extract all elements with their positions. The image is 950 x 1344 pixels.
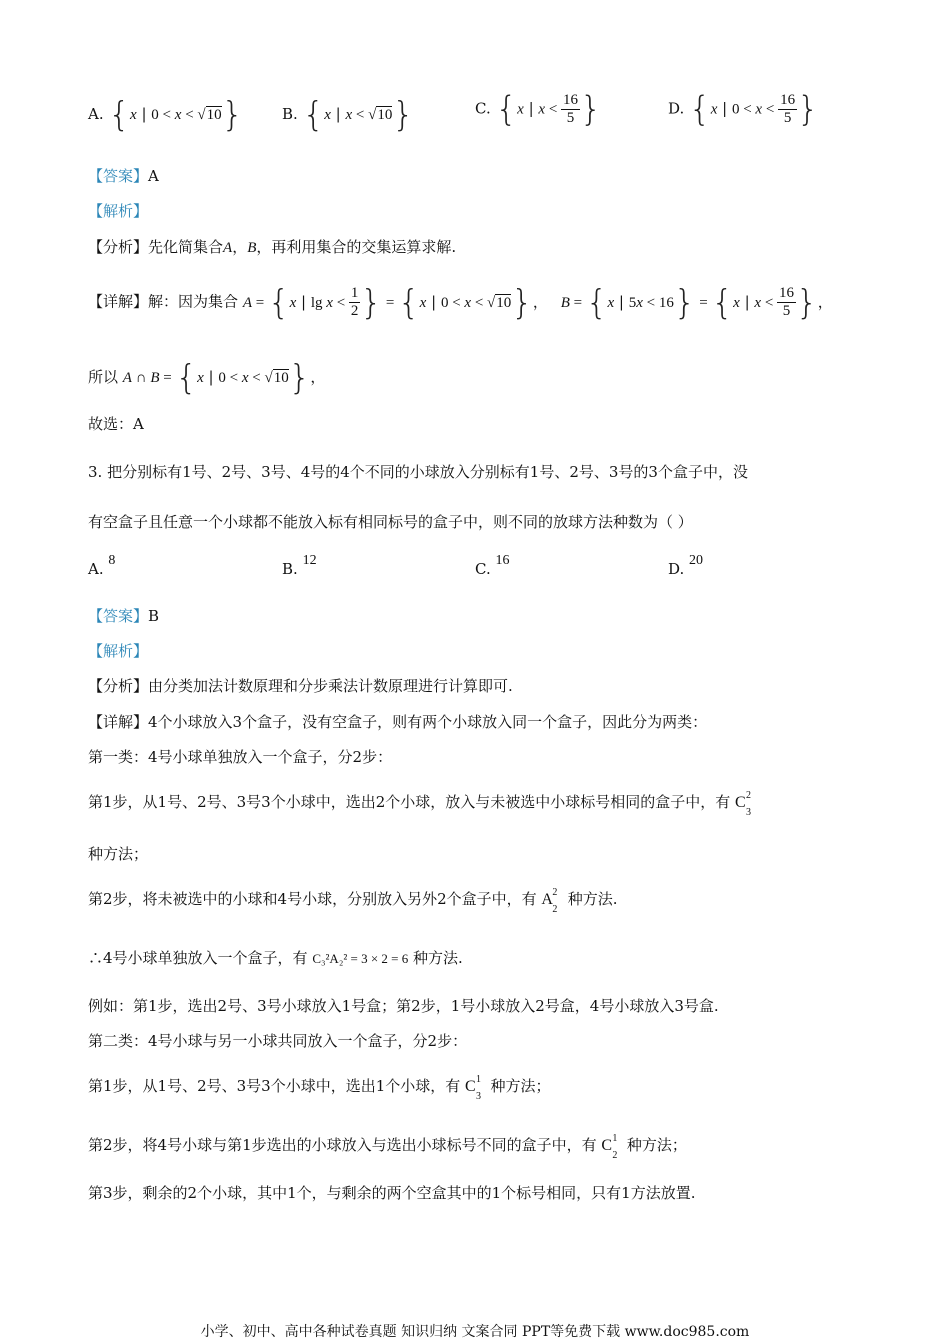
q3-analysis-tag	[88, 640, 860, 662]
option-label: B.	[282, 105, 298, 123]
combination-c21: C 1 2	[601, 1133, 618, 1161]
answer-tag: 【答案】	[88, 607, 149, 625]
analysis-tag: 【解析】	[88, 642, 149, 660]
q3-class2-line	[88, 1030, 860, 1052]
answer-value: B	[148, 607, 160, 625]
detail-text: 解：因为集合	[148, 292, 239, 311]
solution-text: 第2步，将未被选中的小球和4号小球，分别放入另外2个盒子中，有	[88, 890, 537, 908]
solution-text: ∴4号小球单独放入一个盒子，有	[88, 949, 308, 967]
option-label: B.	[282, 560, 298, 578]
option-label: C.	[475, 99, 491, 118]
solution-text: 第二类：4号小球与另一小球共同放入一个盒子，分2步：	[88, 1032, 468, 1050]
solution-text: 种方法；	[626, 1136, 687, 1154]
q3-class1-line	[88, 746, 860, 768]
q3-option-d	[668, 553, 704, 582]
q3-class2-step2-line	[88, 1133, 860, 1161]
q2-option-b: B. {x | x < √10}	[282, 95, 414, 135]
q2-analysis-tag	[88, 200, 860, 222]
set-b-symbol: B	[247, 240, 257, 256]
option-value: 8	[108, 553, 116, 568]
solution-text: 种方法.	[413, 949, 463, 967]
option-value: 16	[495, 553, 510, 568]
detail-text: 4个小球放入3个盒子，没有空盒子，则有两个小球放入同一个盒子，因此分为两类：	[148, 713, 708, 731]
intersection-formula: A ∩ B = {x | 0 < x < √10}，	[122, 358, 326, 398]
q3-stem-line2	[88, 511, 860, 533]
solution-text: 第1步，从1号、2号、3号3个小球中，选出2个小球，放入与未被选中小球标号相同的盒子中，有	[88, 793, 731, 811]
q3-answer-line	[88, 605, 860, 627]
q3-class1-step1-line	[88, 790, 860, 818]
page-footer: 小学、初中、高中各种试卷真题 知识归纳 文案合同 PPT等免费下载 www.doc985.com	[200, 1324, 750, 1340]
solution-text: 第1步，从1号、2号、3号3个小球中，选出1个小球，有	[88, 1077, 461, 1095]
q2-option-c: C. {x | x < $\frac{16}{5}$ }	[475, 89, 602, 130]
choice-text: 故选：A	[88, 415, 144, 433]
fenxi-text: 由分类加法计数原理和分步乘法计数原理进行计算即可.	[148, 677, 513, 695]
option-label: A.	[88, 105, 104, 123]
combination-c32: C 2 3	[735, 790, 752, 818]
fenxi-tag: 【分析】	[88, 238, 149, 256]
q3-option-b	[282, 553, 317, 582]
stem-text: 3. 把分别标有1号、2号、3号、4号的4个不同的小球放入分别标有1号、2号、3号的3个盒子中，没	[88, 463, 748, 481]
q2-intersection-line	[88, 358, 860, 398]
fenxi-tag: 【分析】	[88, 677, 149, 695]
q2-option-d: D. {x | 0 < x < $\frac{16}{5}$ }	[668, 89, 819, 130]
option-label: C.	[475, 560, 491, 578]
answer-tag: 【答案】	[88, 167, 149, 185]
formula-product: C₃²A₂² = 3 × 2 = 6	[312, 951, 409, 966]
q3-stem-line1	[88, 461, 860, 483]
detail-tag: 【详解】	[88, 713, 149, 731]
q2-detail-line	[88, 282, 860, 323]
option-label: D.	[668, 99, 685, 118]
fenxi-rest: ，再利用集合的交集运算求解.	[256, 238, 457, 256]
separator: ，	[232, 238, 248, 256]
detail-tag: 【详解】	[88, 292, 149, 311]
q2-choice-line	[88, 413, 860, 435]
solution-text: 第3步，剩余的2个小球，其中1个，与剩余的两个空盒其中的1个标号相同，只有1方法放置.	[88, 1184, 696, 1202]
option-label: A.	[88, 560, 104, 578]
set-a-symbol: A	[223, 240, 233, 256]
option-label: D.	[668, 560, 685, 578]
combination-c31: C 1 3	[465, 1074, 482, 1102]
q2-fenxi-line	[88, 236, 860, 259]
q3-class1-step1-tail	[88, 843, 860, 865]
q2-answer-line	[88, 165, 860, 187]
option-value: 20	[689, 553, 704, 568]
set-a-formula: A = {x | lg x < $\frac{1}{2}$ } = {x | 0 < x < √10}，	[242, 282, 553, 323]
q3-option-c	[475, 553, 510, 582]
q3-option-a	[88, 553, 116, 582]
q3-class1-total-line	[88, 947, 860, 970]
q3-fenxi-line	[88, 675, 860, 697]
arrangement-a22: A 2 2	[541, 887, 558, 915]
q3-class2-step1-line	[88, 1074, 860, 1102]
analysis-tag: 【解析】	[88, 202, 149, 220]
option-value: 12	[302, 553, 317, 568]
solution-text: 第2步，将4号小球与第1步选出的小球放入与选出小球标号不同的盒子中，有	[88, 1136, 597, 1154]
intersection-prefix: 所以	[88, 368, 119, 386]
set-b-formula: B = {x | 5x < 16} = {x | x < $\frac{16}{5}$ }，	[560, 282, 833, 323]
q3-class2-step3-line	[88, 1182, 860, 1204]
q3-detail-line	[88, 711, 860, 733]
solution-text: 种方法.	[567, 890, 618, 908]
solution-text: 种方法；	[88, 845, 149, 863]
solution-text: 种方法；	[490, 1077, 551, 1095]
q3-example-line	[88, 995, 860, 1017]
solution-text: 例如：第1步，选出2号、3号小球放入1号盒；第2步，1号小球放入2号盒，4号小球放入3号盒.	[88, 997, 719, 1015]
fenxi-text: 先化简集合	[148, 238, 224, 256]
q3-class1-step2-line	[88, 887, 860, 915]
answer-value: A	[148, 167, 159, 185]
stem-text: 有空盒子且任意一个小球都不能放入标有相同标号的盒子中，则不同的放球方法种数为（ ）	[88, 513, 693, 531]
q2-option-a: A. {x | 0 < x < √10}	[88, 95, 244, 135]
solution-text: 第一类：4号小球单独放入一个盒子，分2步：	[88, 748, 393, 766]
